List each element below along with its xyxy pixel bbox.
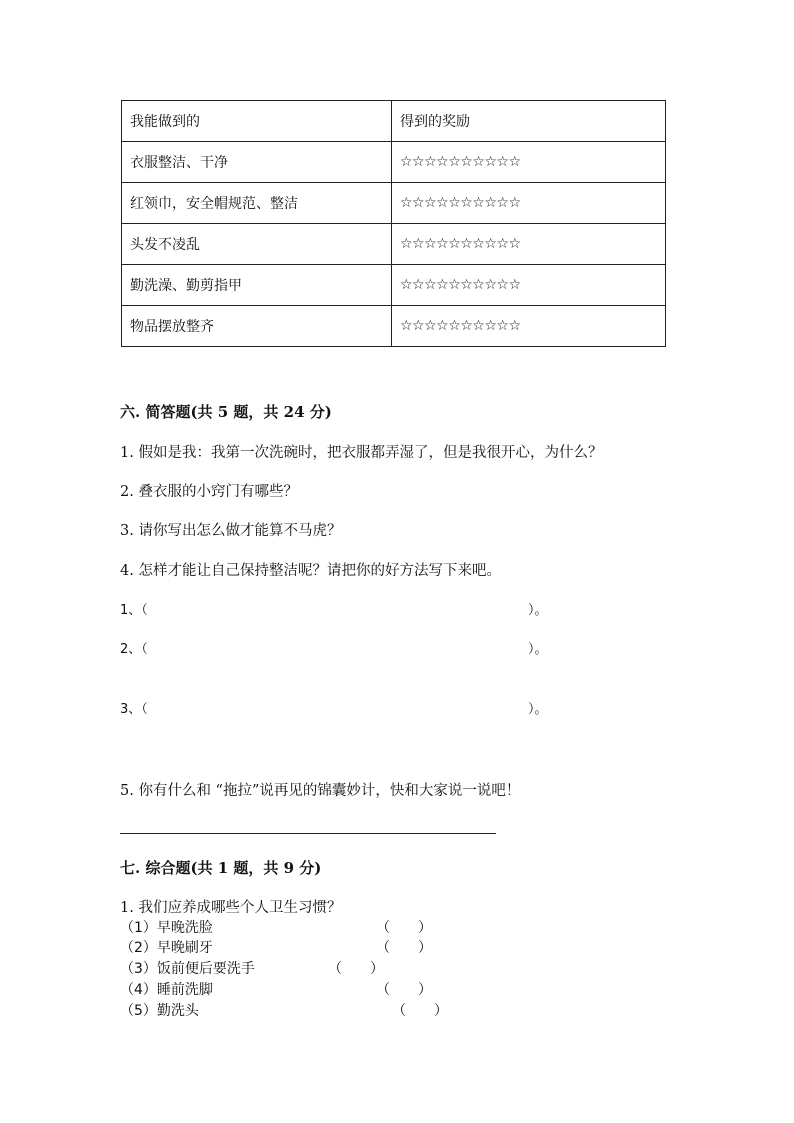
table-header-cell: 得到的奖励 (392, 101, 666, 142)
table-row (122, 306, 666, 347)
table-cell-item: 红领巾，安全帽规范、整洁 (122, 183, 392, 224)
table-header-row (122, 101, 666, 142)
question-text: 4. 怎样才能让自己保持整洁呢？请把你的好方法写下来吧。 (120, 563, 501, 579)
question-text: 1. 我们应养成哪些个人卫生习惯？ (120, 900, 342, 916)
question-text: 2. 叠衣服的小窍门有哪些？ (120, 484, 298, 500)
section-6-heading: 六. 简答题(共 5 题，共 24 分) (120, 403, 332, 421)
answer-blank-label: 1、（ (120, 603, 148, 618)
table-row (122, 224, 666, 265)
table-cell-stars: ☆☆☆☆☆☆☆☆☆☆ (392, 265, 666, 306)
answer-blank-label: 2、（ (120, 642, 148, 657)
habit-item: （5）勤洗头 (120, 1003, 199, 1019)
habit-answer-paren: （ ） (392, 1003, 448, 1019)
table-cell-item: 头发不凌乱 (122, 224, 392, 265)
question-text: 5. 你有什么和 “拖拉”说再见的锦囊妙计，快和大家说一说吧！ (120, 783, 521, 799)
habit-item: （2）早晚刷牙 (120, 940, 213, 956)
habit-answer-paren: （ ） (376, 940, 432, 956)
table-header-cell: 我能做到的 (122, 101, 392, 142)
question-text: 1. 假如是我：我第一次洗碗时，把衣服都弄湿了，但是我很开心，为什么？ (120, 445, 603, 461)
answer-blank-label: 3、（ (120, 702, 148, 717)
table-row (122, 265, 666, 306)
table-cell-stars: ☆☆☆☆☆☆☆☆☆☆ (392, 306, 666, 347)
habit-item: （4）睡前洗脚 (120, 982, 213, 998)
table-cell-stars: ☆☆☆☆☆☆☆☆☆☆ (392, 224, 666, 265)
table-cell-item: 衣服整洁、干净 (122, 142, 392, 183)
habit-item: （1）早晚洗脸 (120, 920, 213, 936)
habit-item: （3）饭前便后要洗手 (120, 961, 255, 977)
habit-answer-paren: （ ） (376, 920, 432, 936)
table-row (122, 142, 666, 183)
habit-answer-paren: （ ） (376, 982, 432, 998)
section-7-heading: 七. 综合题(共 1 题，共 9 分) (120, 859, 322, 877)
answer-blank-close: ）。 (528, 702, 548, 717)
table-cell-stars: ☆☆☆☆☆☆☆☆☆☆ (392, 142, 666, 183)
table-cell-item: 物品摆放整齐 (122, 306, 392, 347)
table-cell-stars: ☆☆☆☆☆☆☆☆☆☆ (392, 183, 666, 224)
habit-answer-paren: （ ） (328, 961, 384, 977)
answer-line (120, 833, 496, 834)
question-text: 3. 请你写出怎么做才能算不马虎？ (120, 523, 342, 539)
answer-blank-close: ）。 (528, 642, 548, 657)
table-row (122, 183, 666, 224)
table-cell-item: 勤洗澡、勤剪指甲 (122, 265, 392, 306)
answer-blank-close: ）。 (528, 603, 548, 618)
reward-table (121, 100, 666, 347)
